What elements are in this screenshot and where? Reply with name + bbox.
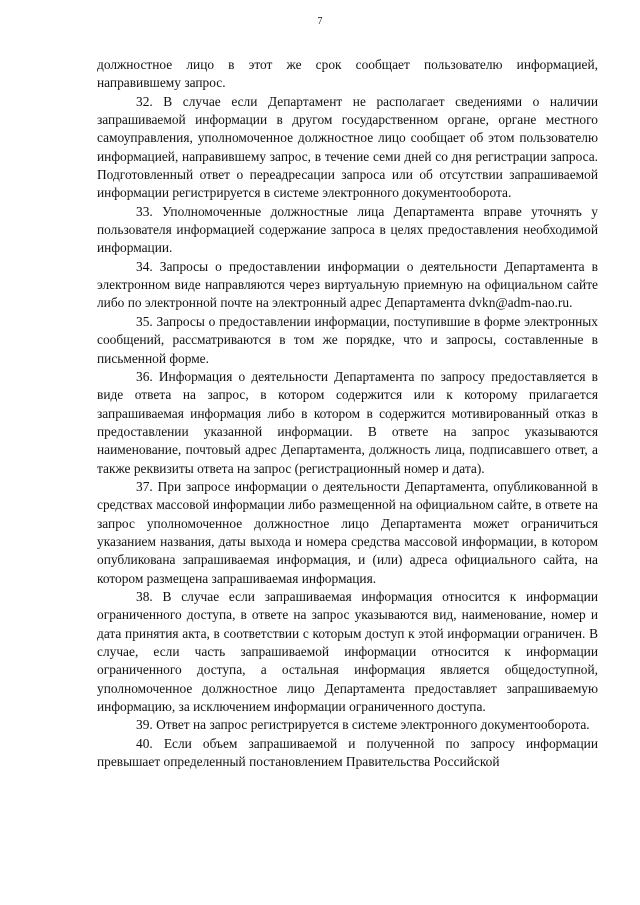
paragraph-33: 33. Уполномоченные должностные лица Департамента вправе уточнять у пользователя информацией содержание запроса в целях предоставления необходимой информации. bbox=[97, 203, 598, 256]
paragraph-40: 40. Если объем запрашиваемой и полученной по запросу информации превышает определенный постановлением Правительства Российской bbox=[97, 735, 598, 770]
document-body bbox=[97, 56, 598, 771]
paragraph-36: 36. Информация о деятельности Департамента по запросу предоставляется в виде ответа на запрос, в котором содержится или к которому прилагается запрашиваемая информация либо в котором в содержится мотивированный отказ в предоставлении указанной информации. В ответе на запрос указываются наименование, почтовый адрес Департамента, должность лица, подписавшего ответ, а также реквизиты ответа на запрос (регистрационный номер и дата). bbox=[97, 368, 598, 476]
paragraph-32: 32. В случае если Департамент не располагает сведениями о наличии запрашиваемой информации в другом государственном органе, органе местного самоуправления, уполномоченное должностное лицо сообщает об этом пользователю информацией, направившему запрос, в течение семи дней со дня регистрации запроса. Подготовленный ответ о переадресации запроса или об отсутствии запрашиваемой информации регистрируется в системе электронного документооборота. bbox=[97, 93, 598, 201]
paragraph-continuation: должностное лицо в этот же срок сообщает пользователю информацией, направившему запрос. bbox=[97, 57, 598, 91]
paragraph-34: 34. Запросы о предоставлении информации о деятельности Департамента в электронном виде направляются через виртуальную приемную на официальном сайте либо по электронной почте на электронный адрес Департамента dvkn@adm-nao.ru. bbox=[97, 258, 598, 311]
paragraph-35: 35. Запросы о предоставлении информации, поступившие в форме электронных сообщений, рассматриваются в том же порядке, что и запросы, составленные в письменной форме. bbox=[97, 313, 598, 366]
paragraph-39: 39. Ответ на запрос регистрируется в системе электронного документооборота. bbox=[136, 717, 590, 733]
paragraph-37: 37. При запросе информации о деятельности Департамента, опубликованной в средствах массовой информации либо размещенной на официальном сайте, в ответе на запрос уполномоченное должностное лицо Департамента может ограничиться указанием названия, даты выхода и номера средства массовой информации, в котором опубликована запрашиваемая информация, и (или) адреса официального сайта, на котором размещена запрашиваемая информация. bbox=[97, 478, 598, 586]
paragraph-38: 38. В случае если запрашиваемая информация относится к информации ограниченного доступа, в ответе на запрос указываются вид, наименование, номер и дата принятия акта, в соответствии с которым доступ к этой информации ограничен. В случае, если часть запрашиваемой информации относится к информации ограниченного доступа, а остальная информация является общедоступной, уполномоченное должностное лицо Департамента предоставляет запрашиваемую информацию, за исключением информации ограниченного доступа. bbox=[97, 588, 598, 715]
page-number: 7 bbox=[317, 16, 323, 27]
